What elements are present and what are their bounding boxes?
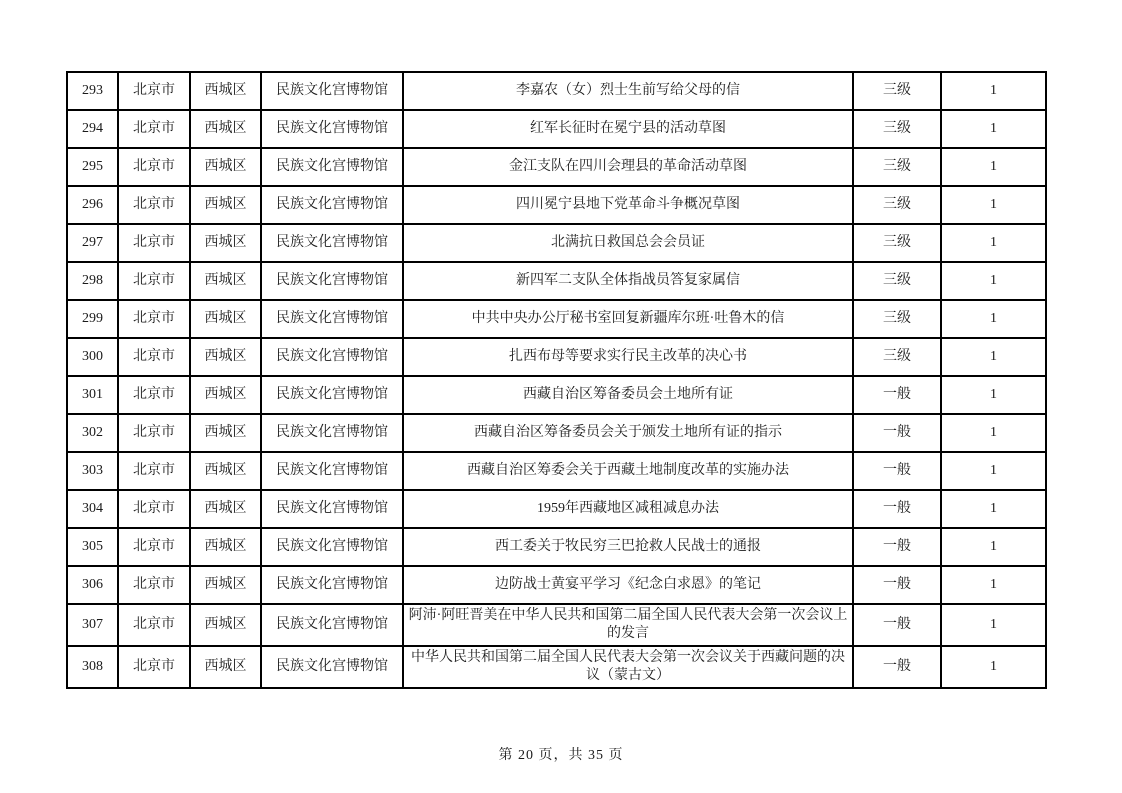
cell-grade: 一般 — [853, 452, 941, 490]
table-row — [67, 300, 1046, 338]
cell-museum: 民族文化宫博物馆 — [261, 110, 403, 148]
cell-museum: 民族文化宫博物馆 — [261, 646, 403, 688]
cell-grade: 一般 — [853, 414, 941, 452]
cell-city: 北京市 — [118, 262, 190, 300]
cell-museum: 民族文化宫博物馆 — [261, 566, 403, 604]
cell-grade: 三级 — [853, 72, 941, 110]
cell-no: 296 — [67, 186, 118, 224]
collection-items-table — [66, 71, 1047, 689]
cell-museum: 民族文化宫博物馆 — [261, 452, 403, 490]
cell-grade: 一般 — [853, 566, 941, 604]
table-row — [67, 110, 1046, 148]
cell-grade: 一般 — [853, 376, 941, 414]
cell-district: 西城区 — [190, 490, 261, 528]
cell-name: 北满抗日救国总会会员证 — [403, 224, 853, 262]
cell-city: 北京市 — [118, 376, 190, 414]
cell-grade: 一般 — [853, 490, 941, 528]
table-row — [67, 646, 1046, 688]
table-row — [67, 604, 1046, 646]
cell-museum: 民族文化宫博物馆 — [261, 604, 403, 646]
cell-museum: 民族文化宫博物馆 — [261, 338, 403, 376]
cell-district: 西城区 — [190, 186, 261, 224]
cell-grade: 一般 — [853, 604, 941, 646]
table-row — [67, 528, 1046, 566]
cell-no: 303 — [67, 452, 118, 490]
cell-museum: 民族文化宫博物馆 — [261, 262, 403, 300]
cell-city: 北京市 — [118, 490, 190, 528]
cell-name: 中共中央办公厅秘书室回复新疆库尔班·吐鲁木的信 — [403, 300, 853, 338]
page-footer: 第 20 页，共 35 页 — [498, 748, 624, 763]
cell-count: 1 — [941, 300, 1046, 338]
cell-city: 北京市 — [118, 224, 190, 262]
cell-grade: 一般 — [853, 646, 941, 688]
cell-name: 金江支队在四川会理县的革命活动草图 — [403, 148, 853, 186]
table-body — [67, 72, 1046, 688]
cell-count: 1 — [941, 490, 1046, 528]
cell-museum: 民族文化宫博物馆 — [261, 414, 403, 452]
table-row — [67, 490, 1046, 528]
table-row — [67, 452, 1046, 490]
cell-district: 西城区 — [190, 262, 261, 300]
cell-count: 1 — [941, 646, 1046, 688]
cell-no: 298 — [67, 262, 118, 300]
cell-grade: 三级 — [853, 148, 941, 186]
cell-name: 新四军二支队全体指战员答复家属信 — [403, 262, 853, 300]
cell-district: 西城区 — [190, 414, 261, 452]
cell-no: 307 — [67, 604, 118, 646]
cell-grade: 三级 — [853, 262, 941, 300]
cell-district: 西城区 — [190, 646, 261, 688]
cell-district: 西城区 — [190, 72, 261, 110]
cell-museum: 民族文化宫博物馆 — [261, 300, 403, 338]
cell-city: 北京市 — [118, 528, 190, 566]
cell-no: 305 — [67, 528, 118, 566]
cell-district: 西城区 — [190, 224, 261, 262]
cell-city: 北京市 — [118, 300, 190, 338]
cell-name: 中华人民共和国第二届全国人民代表大会第一次会议关于西藏问题的决议（蒙古文） — [403, 646, 853, 688]
cell-no: 297 — [67, 224, 118, 262]
cell-count: 1 — [941, 604, 1046, 646]
cell-city: 北京市 — [118, 452, 190, 490]
cell-name: 李嘉农（女）烈士生前写给父母的信 — [403, 72, 853, 110]
cell-no: 293 — [67, 72, 118, 110]
table-row — [67, 224, 1046, 262]
cell-grade: 三级 — [853, 110, 941, 148]
cell-count: 1 — [941, 224, 1046, 262]
cell-grade: 三级 — [853, 224, 941, 262]
cell-count: 1 — [941, 186, 1046, 224]
cell-no: 295 — [67, 148, 118, 186]
cell-count: 1 — [941, 110, 1046, 148]
cell-grade: 三级 — [853, 186, 941, 224]
cell-no: 306 — [67, 566, 118, 604]
cell-no: 294 — [67, 110, 118, 148]
cell-museum: 民族文化宫博物馆 — [261, 148, 403, 186]
cell-no: 301 — [67, 376, 118, 414]
cell-name: 西工委关于牧民穷三巴抢救人民战士的通报 — [403, 528, 853, 566]
cell-name: 四川冕宁县地下党革命斗争概况草图 — [403, 186, 853, 224]
cell-museum: 民族文化宫博物馆 — [261, 376, 403, 414]
cell-name: 1959年西藏地区减租减息办法 — [403, 490, 853, 528]
cell-grade: 一般 — [853, 528, 941, 566]
table-row — [67, 148, 1046, 186]
cell-count: 1 — [941, 566, 1046, 604]
cell-name: 西藏自治区筹委会关于西藏土地制度改革的实施办法 — [403, 452, 853, 490]
cell-count: 1 — [941, 338, 1046, 376]
cell-district: 西城区 — [190, 604, 261, 646]
cell-district: 西城区 — [190, 148, 261, 186]
cell-name: 边防战士黄宴平学习《纪念白求恩》的笔记 — [403, 566, 853, 604]
cell-city: 北京市 — [118, 110, 190, 148]
cell-district: 西城区 — [190, 110, 261, 148]
cell-museum: 民族文化宫博物馆 — [261, 528, 403, 566]
cell-grade: 三级 — [853, 300, 941, 338]
table-row — [67, 186, 1046, 224]
table-row — [67, 338, 1046, 376]
cell-city: 北京市 — [118, 646, 190, 688]
cell-count: 1 — [941, 376, 1046, 414]
cell-museum: 民族文化宫博物馆 — [261, 224, 403, 262]
cell-district: 西城区 — [190, 452, 261, 490]
cell-name: 阿沛·阿旺晋美在中华人民共和国第二届全国人民代表大会第一次会议上的发言 — [403, 604, 853, 646]
cell-museum: 民族文化宫博物馆 — [261, 186, 403, 224]
cell-count: 1 — [941, 528, 1046, 566]
table-row — [67, 72, 1046, 110]
cell-city: 北京市 — [118, 148, 190, 186]
cell-district: 西城区 — [190, 338, 261, 376]
cell-city: 北京市 — [118, 338, 190, 376]
cell-name: 西藏自治区筹备委员会土地所有证 — [403, 376, 853, 414]
cell-museum: 民族文化宫博物馆 — [261, 490, 403, 528]
cell-district: 西城区 — [190, 300, 261, 338]
cell-city: 北京市 — [118, 186, 190, 224]
cell-count: 1 — [941, 148, 1046, 186]
table-row — [67, 566, 1046, 604]
cell-district: 西城区 — [190, 528, 261, 566]
cell-count: 1 — [941, 414, 1046, 452]
cell-no: 302 — [67, 414, 118, 452]
cell-city: 北京市 — [118, 566, 190, 604]
cell-no: 299 — [67, 300, 118, 338]
cell-district: 西城区 — [190, 566, 261, 604]
cell-no: 304 — [67, 490, 118, 528]
cell-count: 1 — [941, 262, 1046, 300]
cell-city: 北京市 — [118, 604, 190, 646]
table-row — [67, 262, 1046, 300]
cell-city: 北京市 — [118, 72, 190, 110]
cell-name: 西藏自治区筹备委员会关于颁发土地所有证的指示 — [403, 414, 853, 452]
cell-no: 308 — [67, 646, 118, 688]
table-row — [67, 414, 1046, 452]
cell-grade: 三级 — [853, 338, 941, 376]
cell-city: 北京市 — [118, 414, 190, 452]
cell-count: 1 — [941, 452, 1046, 490]
cell-count: 1 — [941, 72, 1046, 110]
cell-museum: 民族文化宫博物馆 — [261, 72, 403, 110]
cell-name: 红军长征时在冕宁县的活动草图 — [403, 110, 853, 148]
table-row — [67, 376, 1046, 414]
cell-district: 西城区 — [190, 376, 261, 414]
cell-name: 扎西布母等要求实行民主改革的决心书 — [403, 338, 853, 376]
cell-no: 300 — [67, 338, 118, 376]
